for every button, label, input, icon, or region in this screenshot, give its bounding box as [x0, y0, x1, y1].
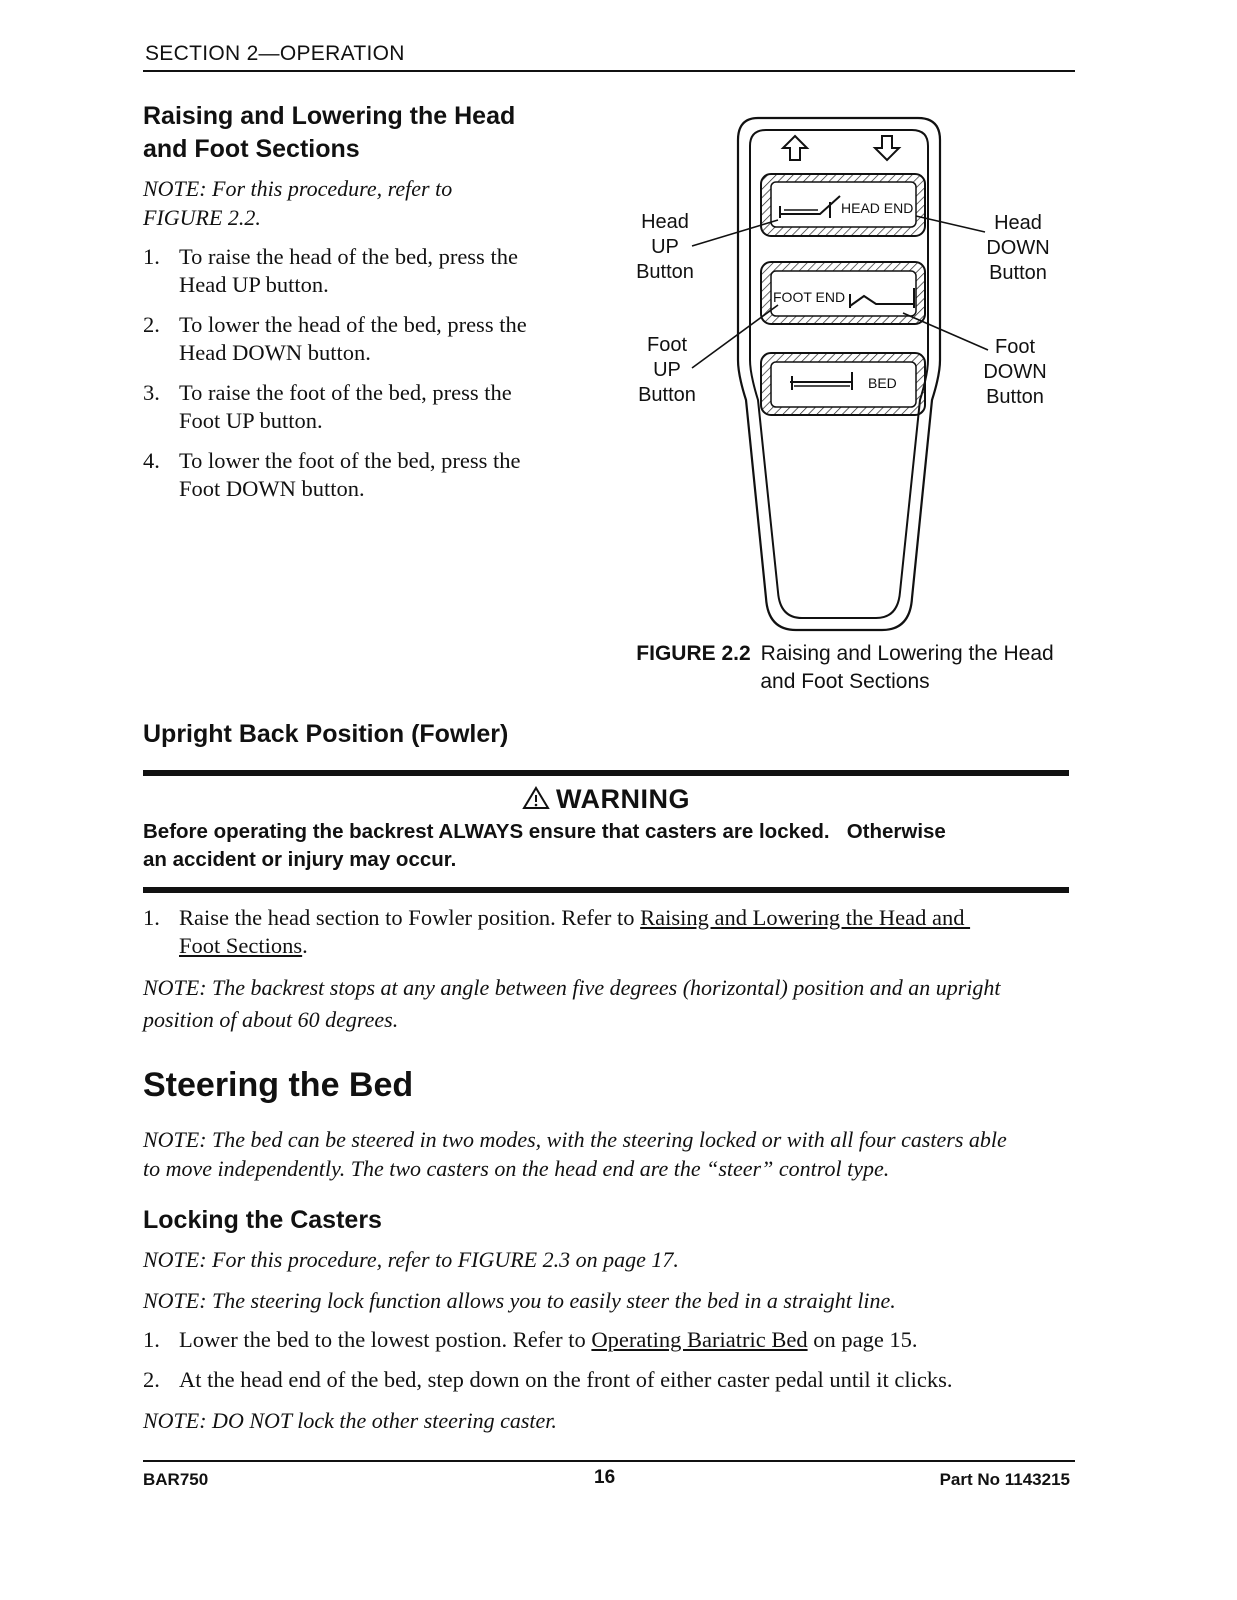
locking-note-3: NOTE: DO NOT lock the other steering caster.: [143, 1408, 557, 1433]
foot-down-callout: Foot DOWN Button: [983, 336, 1047, 408]
fowler-note: NOTE: The backrest stops at any angle between five degrees (horizontal) position and an upright position of about 60 degrees.: [143, 975, 1001, 1032]
head-end-button[interactable]: [761, 174, 925, 236]
down-arrow-icon: [875, 136, 899, 160]
locking-step-2: 2. At the head end of the bed, step down on the front of either caster pedal until it clicks.: [143, 1367, 953, 1392]
fowler-step: 1. Raise the head section to Fowler position. Refer to Raising and Lowering the Head and Foot Sections.: [143, 905, 971, 958]
head-up-callout: Head UP Button: [636, 211, 694, 283]
locking-note-2: NOTE: The steering lock function allows you to easily steer the bed in a straight line.: [143, 1288, 896, 1313]
raise-lower-heading: [143, 100, 515, 166]
raise-lower-heading-line1: Raising and Lowering the Head: [143, 102, 516, 130]
foot-end-label: FOOT END: [773, 289, 846, 305]
warning-bottom-rule: [143, 887, 1069, 893]
warning-body: Before operating the backrest ALWAYS ensure that casters are locked. Otherwise an accident or injury may occur.: [143, 820, 946, 871]
head-down-callout: Head DOWN Button: [986, 212, 1050, 284]
head-down-leader-line: [916, 216, 985, 232]
list-item: 4. To lower the foot of the bed, press the Foot DOWN button.: [143, 448, 521, 501]
foot-up-callout: Foot UP Button: [638, 334, 696, 406]
section-header: SECTION 2—OPERATION: [145, 42, 405, 65]
warning-triangle-icon: [522, 786, 550, 810]
up-arrow-icon: [783, 136, 807, 160]
steering-note: NOTE: The bed can be steered in two modes, with the steering locked or with all four casters able to move independently. The two casters on the head end are the “steer” control type.: [143, 1127, 1007, 1181]
header-rule: [143, 70, 1075, 72]
fowler-heading: Upright Back Position (Fowler): [143, 720, 509, 748]
locking-heading: Locking the Casters: [143, 1206, 382, 1234]
figure-caption-label: FIGURE 2.2: [636, 642, 751, 665]
list-item: 1. To raise the head of the bed, press the Head UP button.: [143, 244, 518, 297]
operating-bed-xref-link[interactable]: Operating Bariatric Bed: [591, 1327, 808, 1352]
warning-top-rule: [143, 770, 1069, 776]
footer-model: BAR750: [143, 1470, 209, 1489]
raise-lower-note: [143, 174, 452, 232]
list-item: 3. To raise the foot of the bed, press the Foot UP button.: [143, 380, 512, 433]
raise-lower-xref-link-cont[interactable]: Foot Sections: [179, 933, 303, 958]
page-number: 16: [594, 1467, 616, 1488]
locking-step-1: 1. Lower the bed to the lowest postion. Refer to Operating Bariatric Bed on page 15.: [143, 1327, 918, 1352]
steering-heading: Steering the Bed: [143, 1066, 414, 1104]
raise-lower-xref-link[interactable]: Raising and Lowering the Head and: [640, 905, 971, 930]
figure-caption: FIGURE 2.2 Raising and Lowering the Head and Foot Sections: [636, 642, 1054, 693]
raise-lower-note-line1: NOTE: For this procedure, refer to: [143, 176, 453, 201]
footer-part-number: Part No 1143215: [939, 1470, 1070, 1489]
bed-button[interactable]: [761, 353, 925, 415]
head-end-label: HEAD END: [841, 200, 914, 216]
raise-lower-heading-line2: and Foot Sections: [143, 135, 360, 163]
footer-rule: [143, 1460, 1075, 1462]
locking-note-1: NOTE: For this procedure, refer to FIGURE 2.3 on page 17.: [143, 1247, 679, 1272]
warning-title: WARNING: [143, 784, 1069, 815]
raise-lower-steps: [143, 243, 593, 503]
foot-end-button[interactable]: [761, 262, 925, 324]
raise-lower-note-line2: FIGURE 2.2.: [143, 205, 261, 230]
list-item: 2. To lower the head of the bed, press the Head DOWN button.: [143, 312, 527, 365]
bed-label: BED: [868, 375, 897, 391]
